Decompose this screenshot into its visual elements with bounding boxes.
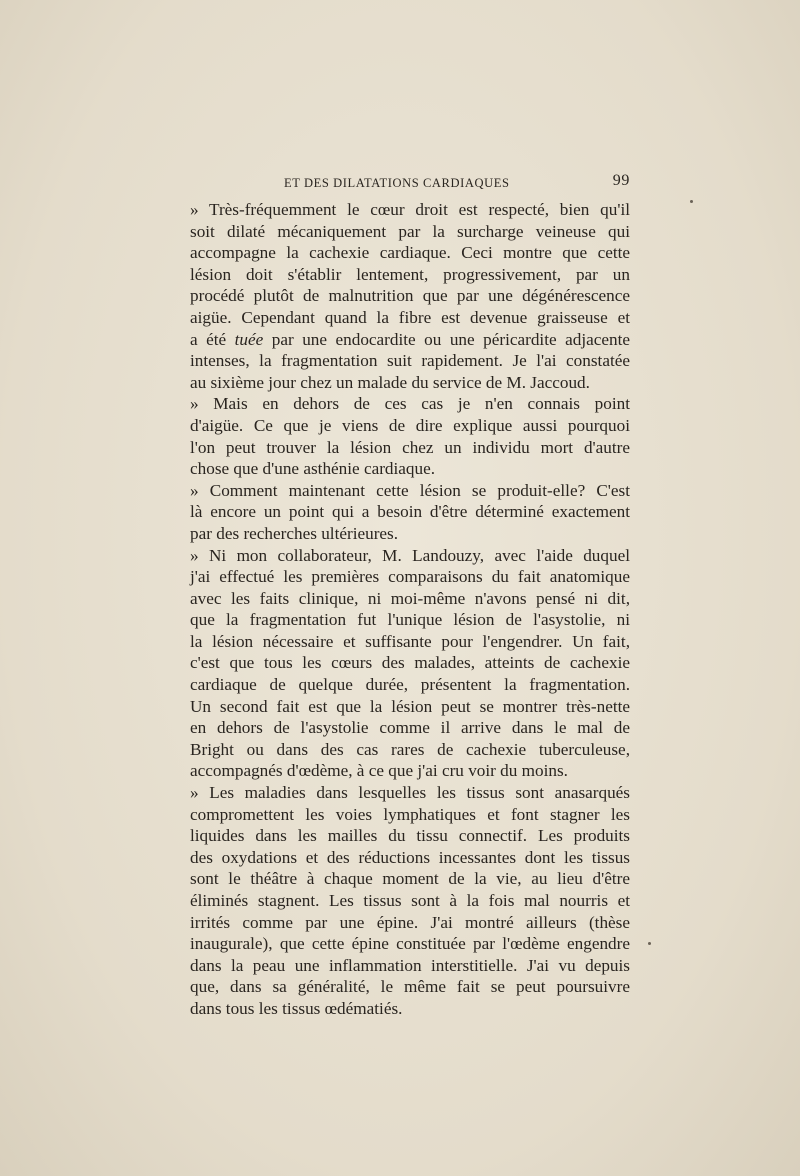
text-line: d'aigüe. Ce que je viens de dire explique aussi pourquoi [190, 415, 630, 435]
text-line: sont le théâtre à chaque moment de la vie, au lieu d'être [190, 869, 630, 889]
text-line: la lésion nécessaire et suffisante pour l'engendrer. Un fait, [190, 631, 630, 651]
paragraph [172, 199, 630, 393]
text-line: intenses, la fragmentation suit rapidement. Je l'ai constatée [190, 351, 630, 371]
text-line: compromettent les voies lymphatiques et font stagner les [190, 804, 630, 824]
text-line: chose que d'une asthénie cardiaque. [190, 459, 436, 479]
text-line: que la fragmentation fut l'unique lésion de l'asystolie, ni [190, 610, 630, 630]
text-line: j'ai effectué les premières comparaisons du fait anatomique [190, 567, 630, 587]
body-text [172, 199, 630, 1020]
page-number: 99 [612, 172, 630, 189]
paragraph [172, 782, 630, 1020]
text-line: liquides dans les mailles du tissu connectif. Les produits [190, 826, 630, 846]
text-line: » Très-fréquemment le cœur droit est respecté, bien qu'il [190, 200, 630, 219]
margin-speck [690, 200, 693, 203]
text-line: l'on peut trouver la lésion chez un individu mort d'autre [190, 437, 630, 457]
text-line: dans la peau une inflammation interstitielle. J'ai vu depuis [190, 955, 630, 975]
text-line: accompagnés d'œdème, à ce que j'ai cru voir du moins. [190, 761, 568, 781]
text-line: » Ni mon collaborateur, M. Landouzy, avec l'aide duquel [190, 545, 630, 565]
text-line: dans tous les tissus œdématiés. [190, 998, 403, 1018]
text-line: avec les faits clinique, ni moi-même n'avons pensé ni dit, [190, 588, 630, 608]
text-line: au sixième jour chez un malade du service de M. Jaccoud. [190, 372, 590, 392]
text-line: cardiaque de quelque durée, présentent la fragmentation. [190, 675, 630, 695]
paragraph [172, 545, 630, 783]
text-line: par des recherches ultérieures. [190, 523, 399, 543]
text-line: irrités comme par une épine. J'ai montré ailleurs (thèse [190, 912, 630, 932]
text-line: Un second fait est que la lésion peut se montrer très-nette [190, 696, 630, 716]
text-line: des oxydations et des réductions incessantes dont les tissus [190, 847, 630, 867]
text-line: » Comment maintenant cette lésion se produit-elle? C'est [190, 480, 630, 500]
running-title: ET DES DILATATIONS CARDIAQUES [284, 176, 510, 190]
text-line: procédé plutôt de malnutrition que par une dégénérescence [190, 286, 630, 306]
text-line: soit dilaté mécaniquement par la surcharge veineuse qui [190, 221, 630, 241]
text-line: que, dans sa généralité, le même fait se peut poursuivre [190, 977, 630, 997]
paragraph [172, 480, 630, 545]
text-line: » Les maladies dans lesquelles les tissus sont anasarqués [190, 783, 630, 803]
text-line: » Mais en dehors de ces cas je n'en connais point [190, 394, 630, 414]
text-line: aigüe. Cependant quand la fibre est devenue graisseuse et [190, 307, 630, 327]
text-line: éliminés stagnent. Les tissus sont à la fois mal nourris et [190, 891, 630, 910]
text-line: Bright ou dans des cas rares de cachexie tuberculeuse, [190, 739, 630, 759]
text-line: inaugurale), que cette épine constituée par l'œdème engendre [190, 934, 630, 954]
text-line: a été tuée par une endocardite ou une péricardite adjacente [190, 329, 630, 349]
paragraph [172, 393, 630, 479]
text-line: c'est que tous les cœurs des malades, atteints de cachexie [190, 653, 630, 673]
text-line: accompagne la cachexie cardiaque. Ceci montre que cette [190, 243, 630, 263]
page-header [172, 172, 630, 194]
text-line: là encore un point qui a besoin d'être déterminé exactement [190, 502, 630, 522]
text-line: en dehors de l'asystolie comme il arrive dans le mal de [190, 718, 630, 738]
text-line: lésion doit s'établir lentement, progressivement, par un [190, 264, 630, 284]
margin-speck [648, 942, 651, 945]
